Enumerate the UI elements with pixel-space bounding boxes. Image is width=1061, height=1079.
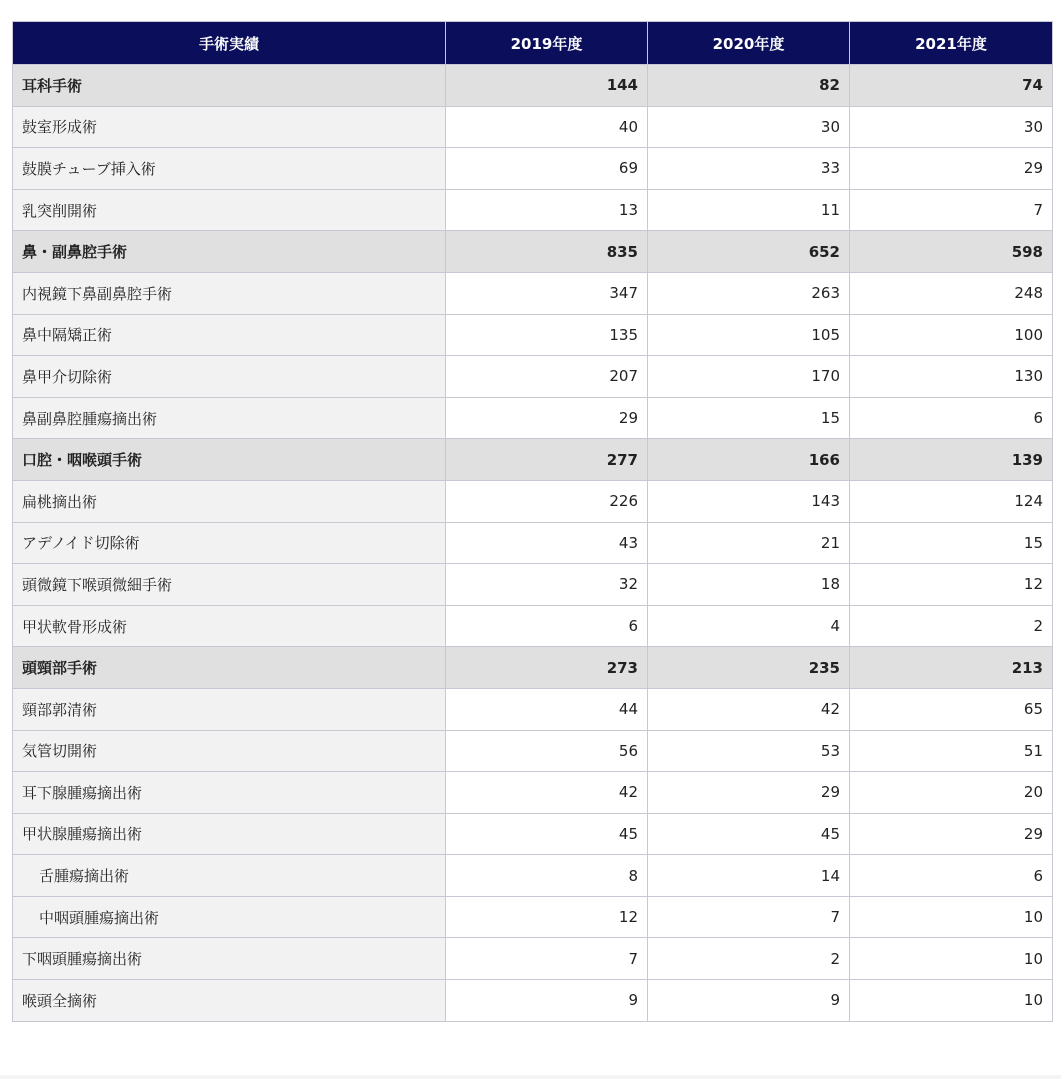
procedure-name-cell: 喉頭全摘術 (13, 980, 446, 1022)
table-row (13, 730, 1053, 772)
category-row (13, 647, 1053, 689)
procedure-name-cell: 口腔・咽喉頭手術 (13, 439, 446, 481)
procedure-name-cell: 中咽頭腫瘍摘出術 (13, 896, 446, 938)
fy2021-count-cell: 29 (850, 148, 1053, 190)
header-fy2020: 2020年度 (648, 22, 850, 65)
table-row (13, 272, 1053, 314)
fy2019-count-cell: 144 (446, 65, 648, 107)
fy2020-count-cell: 42 (648, 688, 850, 730)
surgery-results-table-container (12, 21, 1052, 1022)
table-row (13, 855, 1053, 897)
procedure-name-cell: 鼻副鼻腔腫瘍摘出術 (13, 397, 446, 439)
fy2021-count-cell: 10 (850, 896, 1053, 938)
fy2019-count-cell: 277 (446, 439, 648, 481)
fy2020-count-cell: 45 (648, 813, 850, 855)
fy2021-count-cell: 20 (850, 772, 1053, 814)
fy2021-count-cell: 74 (850, 65, 1053, 107)
fy2019-count-cell: 13 (446, 189, 648, 231)
fy2019-count-cell: 45 (446, 813, 648, 855)
table-row (13, 772, 1053, 814)
fy2020-count-cell: 143 (648, 480, 850, 522)
fy2019-count-cell: 835 (446, 231, 648, 273)
table-row (13, 356, 1053, 398)
procedure-name-cell: 扁桃摘出術 (13, 480, 446, 522)
fy2020-count-cell: 14 (648, 855, 850, 897)
fy2020-count-cell: 11 (648, 189, 850, 231)
table-row (13, 522, 1053, 564)
fy2019-count-cell: 32 (446, 564, 648, 606)
procedure-name-cell: 鼻・副鼻腔手術 (13, 231, 446, 273)
fy2020-count-cell: 4 (648, 605, 850, 647)
procedure-name-cell: 乳突削開術 (13, 189, 446, 231)
table-row (13, 480, 1053, 522)
fy2021-count-cell: 15 (850, 522, 1053, 564)
table-row (13, 397, 1053, 439)
fy2020-count-cell: 33 (648, 148, 850, 190)
table-row (13, 564, 1053, 606)
fy2020-count-cell: 82 (648, 65, 850, 107)
procedure-name-cell: 甲状腺腫瘍摘出術 (13, 813, 446, 855)
table-row (13, 938, 1053, 980)
header-surgery-results: 手術実績 (13, 22, 446, 65)
fy2021-count-cell: 213 (850, 647, 1053, 689)
fy2019-count-cell: 69 (446, 148, 648, 190)
fy2019-count-cell: 40 (446, 106, 648, 148)
fy2021-count-cell: 6 (850, 855, 1053, 897)
fy2020-count-cell: 21 (648, 522, 850, 564)
fy2021-count-cell: 7 (850, 189, 1053, 231)
fy2021-count-cell: 124 (850, 480, 1053, 522)
fy2019-count-cell: 7 (446, 938, 648, 980)
fy2021-count-cell: 10 (850, 980, 1053, 1022)
table-row (13, 605, 1053, 647)
fy2020-count-cell: 9 (648, 980, 850, 1022)
procedure-name-cell: 内視鏡下鼻副鼻腔手術 (13, 272, 446, 314)
procedure-name-cell: 気管切開術 (13, 730, 446, 772)
fy2019-count-cell: 12 (446, 896, 648, 938)
procedure-name-cell: 鼻甲介切除術 (13, 356, 446, 398)
header-fy2019: 2019年度 (446, 22, 648, 65)
procedure-name-cell: 耳下腺腫瘍摘出術 (13, 772, 446, 814)
table-row (13, 980, 1053, 1022)
table-body (13, 65, 1053, 1022)
fy2019-count-cell: 226 (446, 480, 648, 522)
procedure-name-cell: 頭微鏡下喉頭微細手術 (13, 564, 446, 606)
category-row (13, 231, 1053, 273)
fy2019-count-cell: 135 (446, 314, 648, 356)
header-fy2021: 2021年度 (850, 22, 1053, 65)
fy2021-count-cell: 130 (850, 356, 1053, 398)
fy2020-count-cell: 29 (648, 772, 850, 814)
fy2021-count-cell: 2 (850, 605, 1053, 647)
header-row (13, 22, 1053, 65)
fy2019-count-cell: 56 (446, 730, 648, 772)
fy2021-count-cell: 10 (850, 938, 1053, 980)
surgery-results-table (12, 21, 1053, 1022)
fy2020-count-cell: 7 (648, 896, 850, 938)
procedure-name-cell: 鼓室形成術 (13, 106, 446, 148)
procedure-name-cell: 耳科手術 (13, 65, 446, 107)
table-row (13, 813, 1053, 855)
fy2020-count-cell: 170 (648, 356, 850, 398)
table-header (13, 22, 1053, 65)
fy2020-count-cell: 2 (648, 938, 850, 980)
fy2020-count-cell: 15 (648, 397, 850, 439)
fy2019-count-cell: 9 (446, 980, 648, 1022)
fy2019-count-cell: 6 (446, 605, 648, 647)
fy2019-count-cell: 44 (446, 688, 648, 730)
procedure-name-cell: 頭頸部手術 (13, 647, 446, 689)
category-row (13, 65, 1053, 107)
fy2020-count-cell: 53 (648, 730, 850, 772)
procedure-name-cell: 鼻中隔矯正術 (13, 314, 446, 356)
table-row (13, 688, 1053, 730)
procedure-name-cell: 下咽頭腫瘍摘出術 (13, 938, 446, 980)
fy2020-count-cell: 166 (648, 439, 850, 481)
fy2021-count-cell: 598 (850, 231, 1053, 273)
procedure-name-cell: 舌腫瘍摘出術 (13, 855, 446, 897)
category-row (13, 439, 1053, 481)
fy2019-count-cell: 347 (446, 272, 648, 314)
table-row (13, 148, 1053, 190)
fy2020-count-cell: 263 (648, 272, 850, 314)
fy2020-count-cell: 105 (648, 314, 850, 356)
procedure-name-cell: 鼓膜チューブ挿入術 (13, 148, 446, 190)
table-row (13, 189, 1053, 231)
procedure-name-cell: 甲状軟骨形成術 (13, 605, 446, 647)
fy2021-count-cell: 65 (850, 688, 1053, 730)
fy2019-count-cell: 43 (446, 522, 648, 564)
fy2020-count-cell: 18 (648, 564, 850, 606)
procedure-name-cell: 頸部郭清術 (13, 688, 446, 730)
fy2021-count-cell: 51 (850, 730, 1053, 772)
fy2021-count-cell: 139 (850, 439, 1053, 481)
fy2021-count-cell: 30 (850, 106, 1053, 148)
fy2021-count-cell: 100 (850, 314, 1053, 356)
fy2020-count-cell: 652 (648, 231, 850, 273)
procedure-name-cell: アデノイド切除術 (13, 522, 446, 564)
fy2019-count-cell: 8 (446, 855, 648, 897)
fy2020-count-cell: 30 (648, 106, 850, 148)
fy2019-count-cell: 273 (446, 647, 648, 689)
fy2019-count-cell: 207 (446, 356, 648, 398)
fy2021-count-cell: 29 (850, 813, 1053, 855)
fy2019-count-cell: 29 (446, 397, 648, 439)
fy2020-count-cell: 235 (648, 647, 850, 689)
fy2019-count-cell: 42 (446, 772, 648, 814)
fy2021-count-cell: 6 (850, 397, 1053, 439)
table-row (13, 314, 1053, 356)
fy2021-count-cell: 248 (850, 272, 1053, 314)
fy2021-count-cell: 12 (850, 564, 1053, 606)
table-row (13, 896, 1053, 938)
table-row (13, 106, 1053, 148)
page-bottom-band (0, 1075, 1061, 1079)
